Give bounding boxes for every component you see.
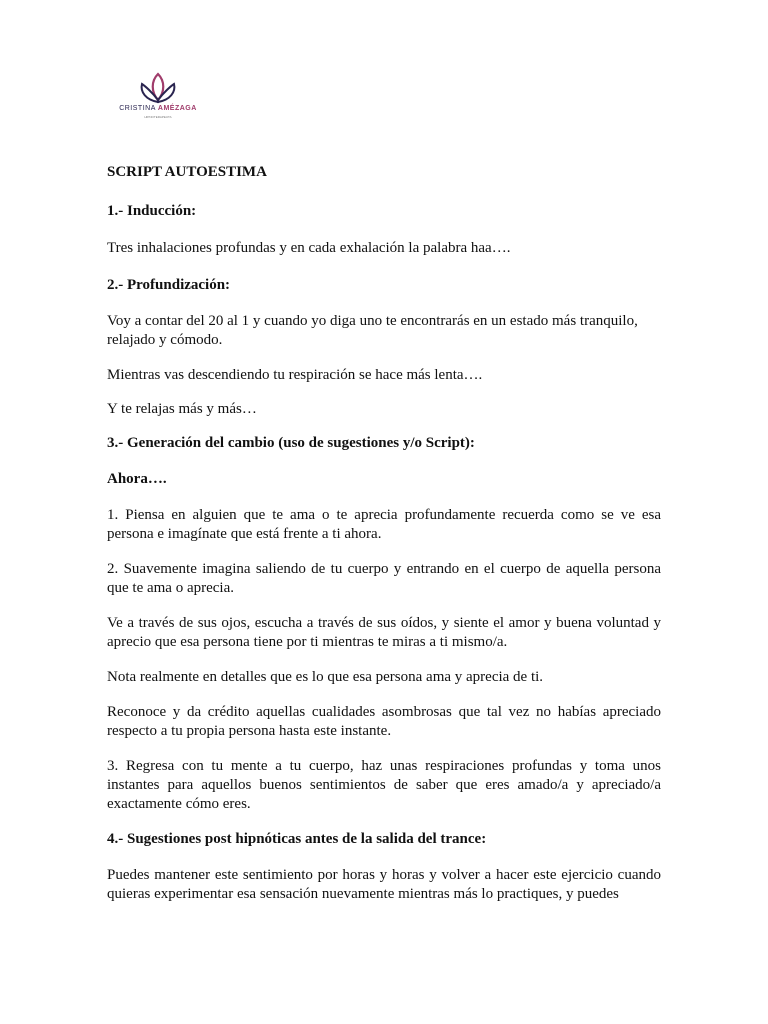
paragraph: Puedes mantener este sentimiento por horas y horas y volver a hacer este ejercicio cuando quieras experimentar esa sensación nuevamente mientras más lo practiques, y puedes xyxy=(107,867,661,902)
paragraph: Mientras vas descendiendo tu respiración se hace más lenta…. xyxy=(107,367,483,383)
paragraph: Y te relajas más y más… xyxy=(107,401,257,417)
document-title: SCRIPT AUTOESTIMA xyxy=(107,164,267,180)
section-heading-sugestiones: 4.- Sugestiones post hipnóticas antes de la salida del trance: xyxy=(107,831,487,847)
document-body xyxy=(107,163,661,904)
paragraph: 1. Piensa en alguien que te ama o te aprecia profundamente recuerda como se ve esa persona e imagínate que está frente a ti ahora. xyxy=(107,507,661,542)
section-heading-generacion: 3.- Generación del cambio (uso de sugestiones y/o Script): xyxy=(107,435,475,451)
paragraph: 3. Regresa con tu mente a tu cuerpo, haz unas respiraciones profundas y toma unos instantes para aquellos buenos sentimientos de saber que eres amado/a y apreciado/a exactamente cómo eres. xyxy=(107,758,661,812)
section-heading-induccion: 1.- Inducción: xyxy=(107,203,197,219)
paragraph: 2. Suavemente imagina saliendo de tu cuerpo y entrando en el cuerpo de aquella persona que te ama o aprecia. xyxy=(107,561,661,596)
paragraph: Voy a contar del 20 al 1 y cuando yo diga uno te encontrarás en un estado más tranquilo, relajado y cómodo. xyxy=(107,313,638,348)
brand-logo xyxy=(118,72,198,122)
logo-name: CRISTINA AMÉZAGA xyxy=(119,105,197,112)
paragraph: Nota realmente en detalles que es lo que esa persona ama y aprecia de ti. xyxy=(107,669,544,685)
paragraph: Reconoce y da crédito aquellas cualidades asombrosas que tal vez no habías apreciado respecto a tu propia persona hasta este instante. xyxy=(107,704,661,739)
lotus-icon xyxy=(118,72,198,104)
paragraph: Tres inhalaciones profundas y en cada exhalación la palabra haa…. xyxy=(107,240,511,256)
section-heading-profundizacion: 2.- Profundización: xyxy=(107,277,231,293)
paragraph: Ve a través de sus ojos, escucha a través de sus oídos, y siente el amor y buena voluntad y aprecio que esa persona tiene por ti mientras te miras a ti mismo/a. xyxy=(107,615,661,650)
subheading-ahora: Ahora…. xyxy=(107,471,167,487)
logo-tagline: HIPNOTERAPEUTA xyxy=(144,115,172,119)
